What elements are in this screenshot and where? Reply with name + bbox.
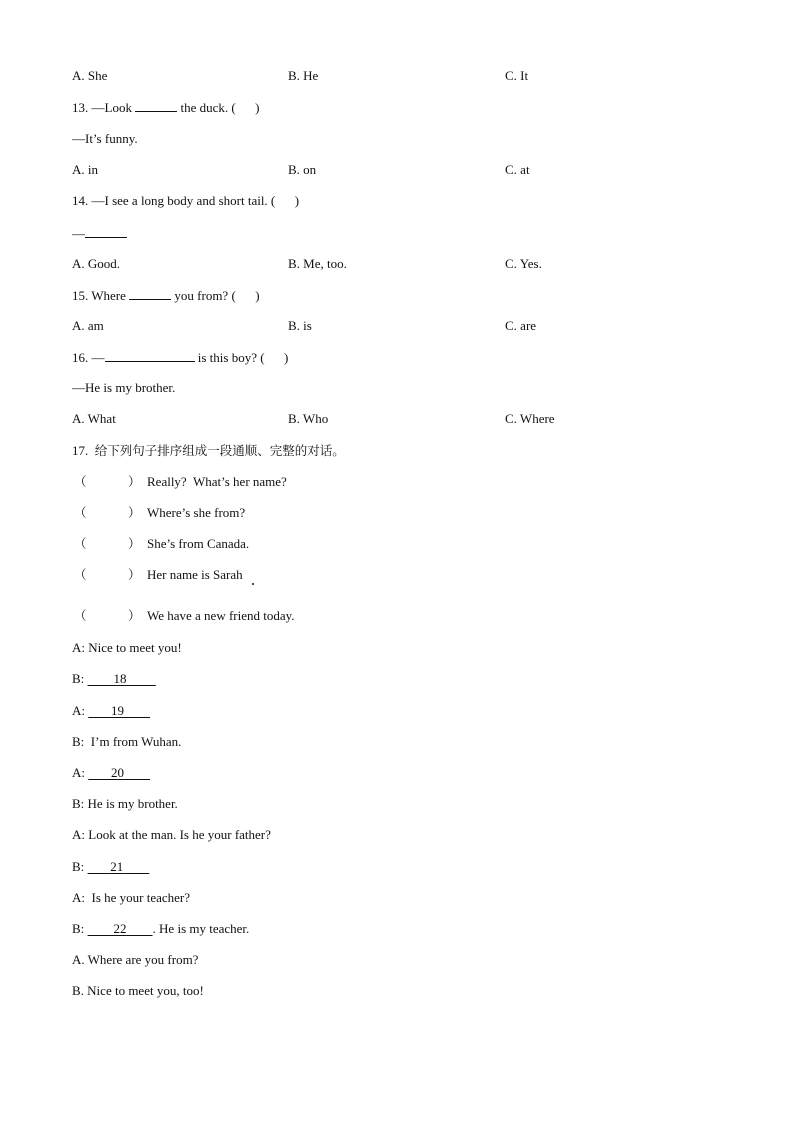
q16-option-c[interactable]: C. Where (505, 411, 555, 426)
q13-reply: —It’s funny. (72, 131, 138, 146)
q14-blank[interactable] (85, 225, 127, 238)
q16-stem (72, 349, 288, 366)
answer-blank-21[interactable] (88, 859, 150, 874)
q13-blank[interactable] (135, 99, 177, 112)
speaker-label: B: (72, 734, 85, 749)
dialogue-line-4 (72, 734, 181, 750)
answer-blank-19[interactable] (88, 703, 150, 718)
q13-option-c[interactable]: C. at (505, 162, 530, 177)
q12-option-a[interactable]: A. She (72, 68, 108, 83)
q16-suffix: is this boy? ( ) (194, 350, 289, 365)
blank-number: 18 (113, 671, 127, 686)
q15-option-b[interactable]: B. is (288, 318, 312, 333)
dialogue-line-7 (72, 827, 271, 843)
speaker-label: B: (72, 671, 85, 686)
q17-item-5-open: （ (74, 608, 87, 623)
blank-number: 22 (113, 921, 127, 936)
speaker-label: A: (72, 640, 85, 655)
q17-item-4-open: （ (74, 567, 87, 582)
q13-option-b[interactable]: B. on (288, 162, 317, 177)
q15-blank[interactable] (129, 287, 171, 300)
blank-number: 19 (111, 703, 124, 718)
q13-option-a[interactable]: A. in (72, 162, 98, 177)
q17-item-4-answer[interactable] (88, 567, 126, 583)
q17-item-5-answer[interactable] (88, 608, 126, 624)
choice-a: A. Where are you from? (72, 952, 199, 967)
dialogue-text: Look at the man. Is he your father? (88, 827, 271, 842)
q17-item-1-answer[interactable] (88, 474, 126, 490)
q16-option-b[interactable]: B. Who (288, 411, 329, 426)
q17-item-1-close: ） (128, 474, 141, 489)
speaker-label: B: (72, 859, 85, 874)
dialogue-line-5 (72, 765, 150, 781)
q12-option-c[interactable]: C. It (505, 68, 529, 83)
q17-item-5-text: We have a new friend today. (147, 608, 295, 623)
q16-prefix: 16. — (72, 350, 105, 365)
q15-option-a[interactable]: A. am (72, 318, 104, 333)
q17-item-2-answer[interactable] (88, 505, 126, 521)
speaker-label: A: (72, 703, 85, 718)
q17-item-2-text: Where’s she from? (147, 505, 246, 520)
q17-instruction-text: 给下列句子排序组成一段通顺、完整的对话。 (94, 443, 345, 458)
dialogue-text: Is he your teacher? (91, 890, 191, 905)
speaker-label: A: (72, 827, 85, 842)
q17-number: 17. (72, 443, 89, 458)
answer-blank-18[interactable] (88, 671, 156, 686)
q14-option-c[interactable]: C. Yes. (505, 256, 542, 271)
q17-item-4-close: ） (128, 567, 141, 582)
q14-stem: 14. —I see a long body and short tail. ( ) (72, 193, 300, 208)
q13-prefix: 13. —Look (72, 100, 136, 115)
speaker-label: A: (72, 890, 85, 905)
q14-option-a[interactable]: A. Good. (72, 256, 121, 271)
speaker-label: B: (72, 921, 85, 936)
choice-b: B. Nice to meet you, too! (72, 983, 204, 998)
dialogue-line-9 (72, 890, 190, 906)
q15-stem (72, 287, 260, 304)
q13-suffix: the duck. ( ) (177, 100, 260, 115)
q14-reply (72, 225, 127, 242)
q17-item-1-open: （ (74, 474, 87, 489)
q17-item-3-answer[interactable] (88, 536, 126, 552)
q17-item-3-open: （ (74, 536, 87, 551)
dialogue-text: Nice to meet you! (88, 640, 182, 655)
q17-item-4-text: Her name is Sarah (147, 567, 243, 582)
dialogue-line-2 (72, 671, 156, 687)
dialogue-text: He is my brother. (87, 796, 178, 811)
answer-blank-22[interactable] (88, 921, 153, 936)
q16-blank[interactable] (105, 349, 195, 362)
q14-reply-dash: — (72, 226, 85, 241)
q17-item-2-close: ） (128, 505, 141, 520)
dialogue-line-1 (72, 640, 182, 656)
answer-blank-20[interactable] (88, 765, 150, 780)
q15-prefix: 15. Where (72, 288, 130, 303)
q12-option-b[interactable]: B. He (288, 68, 319, 83)
q15-option-c[interactable]: C. are (505, 318, 537, 333)
blank-number: 20 (111, 765, 124, 780)
q16-option-a[interactable]: A. What (72, 411, 116, 426)
q17-item-3-text: She’s from Canada. (147, 536, 250, 551)
q17-item-3-close: ） (128, 536, 141, 551)
dialogue-line-10 (72, 921, 249, 937)
q17-item-5-close: ） (128, 608, 141, 623)
q14-option-b[interactable]: B. Me, too. (288, 256, 347, 271)
q17-item-2-open: （ (74, 505, 87, 520)
speaker-label: A: (72, 765, 85, 780)
period-mark (252, 583, 254, 585)
speaker-label: B: (72, 796, 85, 811)
dialogue-text: I’m from Wuhan. (90, 734, 182, 749)
dialogue-line-6 (72, 796, 178, 812)
q17-item-1-text: Really? What’s her name? (147, 474, 287, 489)
dialogue-line-8 (72, 859, 149, 875)
q15-suffix: you from? ( ) (171, 288, 260, 303)
q16-reply: —He is my brother. (72, 380, 176, 395)
q13-stem (72, 99, 260, 116)
dialogue-text: . He is my teacher. (152, 921, 250, 936)
dialogue-line-3 (72, 703, 150, 719)
q17-instruction (72, 443, 345, 459)
blank-number: 21 (110, 859, 124, 874)
